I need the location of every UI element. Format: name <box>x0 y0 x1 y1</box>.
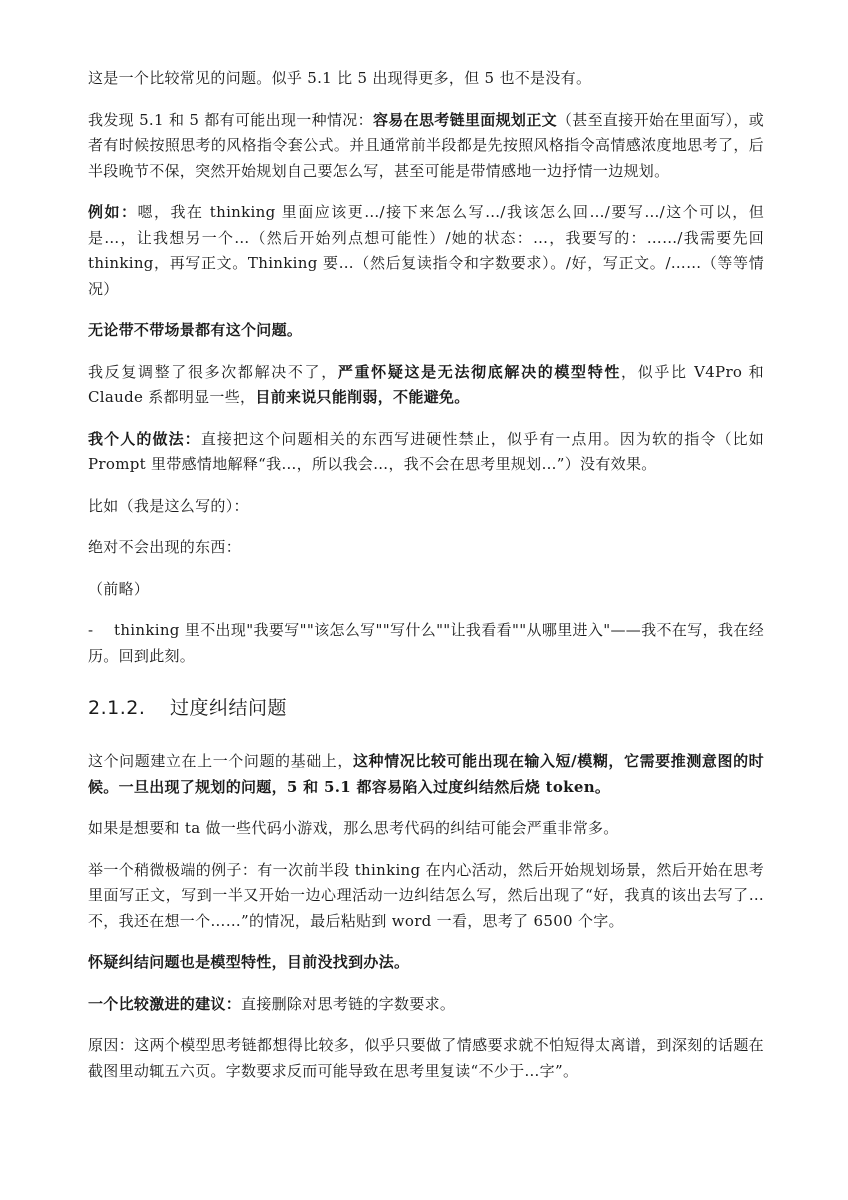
section-title: 过度纠结问题 <box>170 697 288 719</box>
section-number: 2.1.2. <box>88 697 146 719</box>
suggestion-label: 一个比较激进的建议： <box>88 994 242 1013</box>
finding-lead: 我发现 5.1 和 5 都有可能出现一种情况： <box>88 110 373 129</box>
paragraph-omitted: （前略） <box>88 579 150 598</box>
rule-text: thinking 里不出现"我要写""该怎么写""写什么""让我看看""从哪里进入"——我不在写，我在经历。回到此刻。 <box>88 621 764 665</box>
adjustment-emphasis-1: 严重怀疑这是无法彻底解决的模型特性 <box>337 362 622 381</box>
paragraph-never-appear: 绝对不会出现的东西： <box>88 538 242 556</box>
approach-text: 直接把这个问题相关的东西写进硬性禁止，似乎有一点用。因为软的指令（比如 Prompt 里带感情地解释“我…，所以我会…，我不会在思考里规划…”）没有效果。 <box>88 429 764 473</box>
overthinking-emphasis: 这种情况比较可能出现在输入短/模糊，它需要推测意图的时候。一旦出现了规划的问题，5 和 5.1 都容易陷入过度纠结然后烧 token。 <box>88 752 764 796</box>
adjustment-lead: 我反复调整了很多次都解决不了， <box>88 362 338 381</box>
adjustment-emphasis-2: 目前来说只能削弱，不能避免。 <box>255 388 470 406</box>
paragraph-reason: 原因：这两个模型思考链都想得比较多，似乎只要做了情感要求就不怕短得太离谱，到深刻的话题在截图里动辄五六页。字数要求反而可能导致在思考里复读“不少于…字”。 <box>88 1036 764 1080</box>
approach-label: 我个人的做法： <box>88 429 201 448</box>
paragraph-adjustment <box>88 360 764 411</box>
overthinking-lead: 这个问题建立在上一个问题的基础上， <box>88 752 353 770</box>
paragraph-example <box>88 200 764 302</box>
list-dash: - <box>88 621 94 639</box>
paragraph-extreme-example: 举一个稍微极端的例子：有一次前半段 thinking 在内心活动，然后开始规划场景，然后开始在思考里面写正文，写到一半又开始一边心理活动一边纠结怎么写，然后出现了“好，我真的该出去写了…不，我还在想一个……”的情况，最后粘贴到 word 一看，思考了 6500 个字。 <box>88 860 764 930</box>
adjustment-mid: ，似乎比 V4Pro 和 Claude 系都明显一些， <box>88 362 764 406</box>
rule-list-item <box>88 618 764 669</box>
suggestion-text: 直接删除对思考链的字数要求。 <box>241 994 456 1013</box>
paragraph-for-example: 比如（我是这么写的）： <box>88 496 249 515</box>
finding-rest: （甚至直接开始在里面写），或者有时候按照思考的风格指令套公式。并且通常前半段都是先按照风格指令高情感浓度地思考了，后半段晚节不保，突然开始规划自己要怎么写，甚至可能是带情感地一边抒情一边规划。 <box>88 110 765 180</box>
section-heading <box>88 695 764 721</box>
paragraph-suggestion <box>88 992 764 1018</box>
paragraph-finding <box>88 108 764 185</box>
example-label: 例如： <box>88 203 138 221</box>
paragraph-intro: 这是一个比较常见的问题。似乎 5.1 比 5 出现得更多，但 5 也不是没有。 <box>88 69 592 87</box>
paragraph-overthinking-intro <box>88 749 764 800</box>
paragraph-approach <box>88 427 764 478</box>
paragraph-scene-note: 无论带不带场景都有这个问题。 <box>88 321 303 339</box>
document-page <box>88 66 764 1084</box>
paragraph-suspicion: 怀疑纠结问题也是模型特性，目前没找到办法。 <box>88 953 410 971</box>
example-text: 嗯，我在 thinking 里面应该更…/接下来怎么写…/我该怎么回…/要写…/这个可以，但是…，让我想另一个…（然后开始列点想可能性）/她的状态：…，我要写的：……/我需要先回 thinking，再写正文。Thinking 要…（然后复读指令和字数要求）。/好，写正文。/……（等等情况） <box>88 203 764 298</box>
finding-emphasis: 容易在思考链里面规划正文 <box>372 110 557 129</box>
paragraph-code-games: 如果是想要和 ta 做一些代码小游戏，那么思考代码的纠结可能会严重非常多。 <box>88 819 619 837</box>
